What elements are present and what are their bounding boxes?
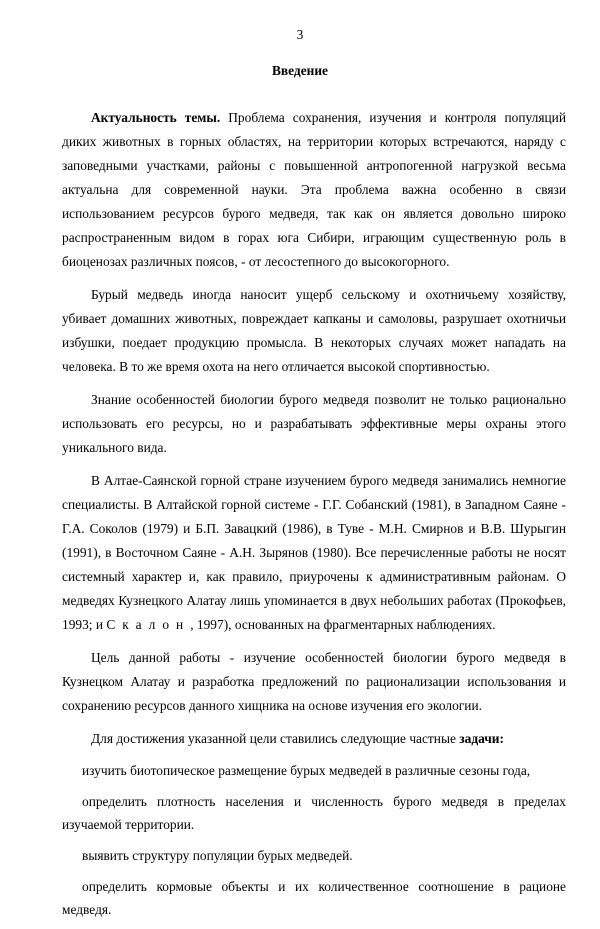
tasks-word: задачи:: [459, 731, 504, 746]
relevance-text: Проблема сохранения, изучения и контроля популяций диких животных в горных областях, на территории которых встречаются, наряду с заповедными участками, районы с повышенной антропогенной нагрузкой весьма актуальна для современной науки. Эта проблема важна особенно в связи использованием ресурсов бурого медведя, так как он является довольно широко распространенным видом в горах юга Сибири, играющим существенную роль в биоценозах различных поясов, - от лесостепного до высокогорного.: [62, 110, 566, 269]
paragraph-goal: Цель данной работы - изучение особенностей биологии бурого медведя в Кузнецком Алатау и разработка предложений по рационализации использования и сохранению ресурсов данного хищника на основе изучения его экологии.: [62, 650, 566, 713]
paragraph-damage: Бурый медведь иногда наносит ущерб сельскому и охотничьему хозяйству, убивает домашних животных, повреждает капканы и самоловы, разрушает охотничьи избушки, поедает продукцию промысла. В некоторых случаях может нападать на человека. В то же время охота на него отличается высокой спортивностью.: [62, 287, 566, 374]
list-item: определить плотность населения и численность бурого медведя в пределах изучаемой территории.: [62, 794, 566, 832]
paragraph-relevance: [62, 106, 566, 274]
document-body: [62, 106, 566, 929]
list-item: определить кормовые объекты и их количественное соотношение в рационе медведя.: [62, 879, 566, 917]
research-text-2: , 1997), основанных на фрагментарных наблюдениях.: [190, 617, 496, 632]
paragraph-knowledge: Знание особенностей биологии бурого медведя позволит не только рационально использовать его ресурсы, но и разрабатывать эффективные меры охраны этого уникального вида.: [62, 392, 566, 455]
page-number: 3: [296, 27, 304, 42]
section-title: Введение: [271, 63, 329, 78]
relevance-heading: Актуальность темы.: [91, 110, 221, 125]
research-text-1: В Алтае-Саянской горной стране изучением бурого медведя занимались немногие специалисты. В Алтайской горной системе - Г.Г. Собанский (1981), в Западном Саяне - Г.А. Соколов (1979) и Б.П. Завацкий (1986), в Туве - М.Н. Смирнов и В.В. Шурыгин (1991), в Восточном Саяне - А.Н. Зырянов (1980). Все перечисленные работы не носят системный характер и, как правило, приурочены к административным районам. О медведях Кузнецкого Алатау лишь упоминается в двух небольших работах (Прокофьев, 1993; и: [62, 473, 566, 632]
task-list: [62, 759, 566, 921]
list-item: изучить биотопическое размещение бурых медведей в различные сезоны года,: [82, 763, 531, 778]
paragraph-tasks-intro: [62, 727, 566, 751]
tasks-intro-text: Для достижения указанной цели ставились следующие частные: [91, 731, 460, 746]
research-author-spaced: Скалон: [106, 617, 191, 632]
list-item: выявить структуру популяции бурых медведей.: [82, 848, 353, 863]
paragraph-research: [62, 469, 566, 637]
